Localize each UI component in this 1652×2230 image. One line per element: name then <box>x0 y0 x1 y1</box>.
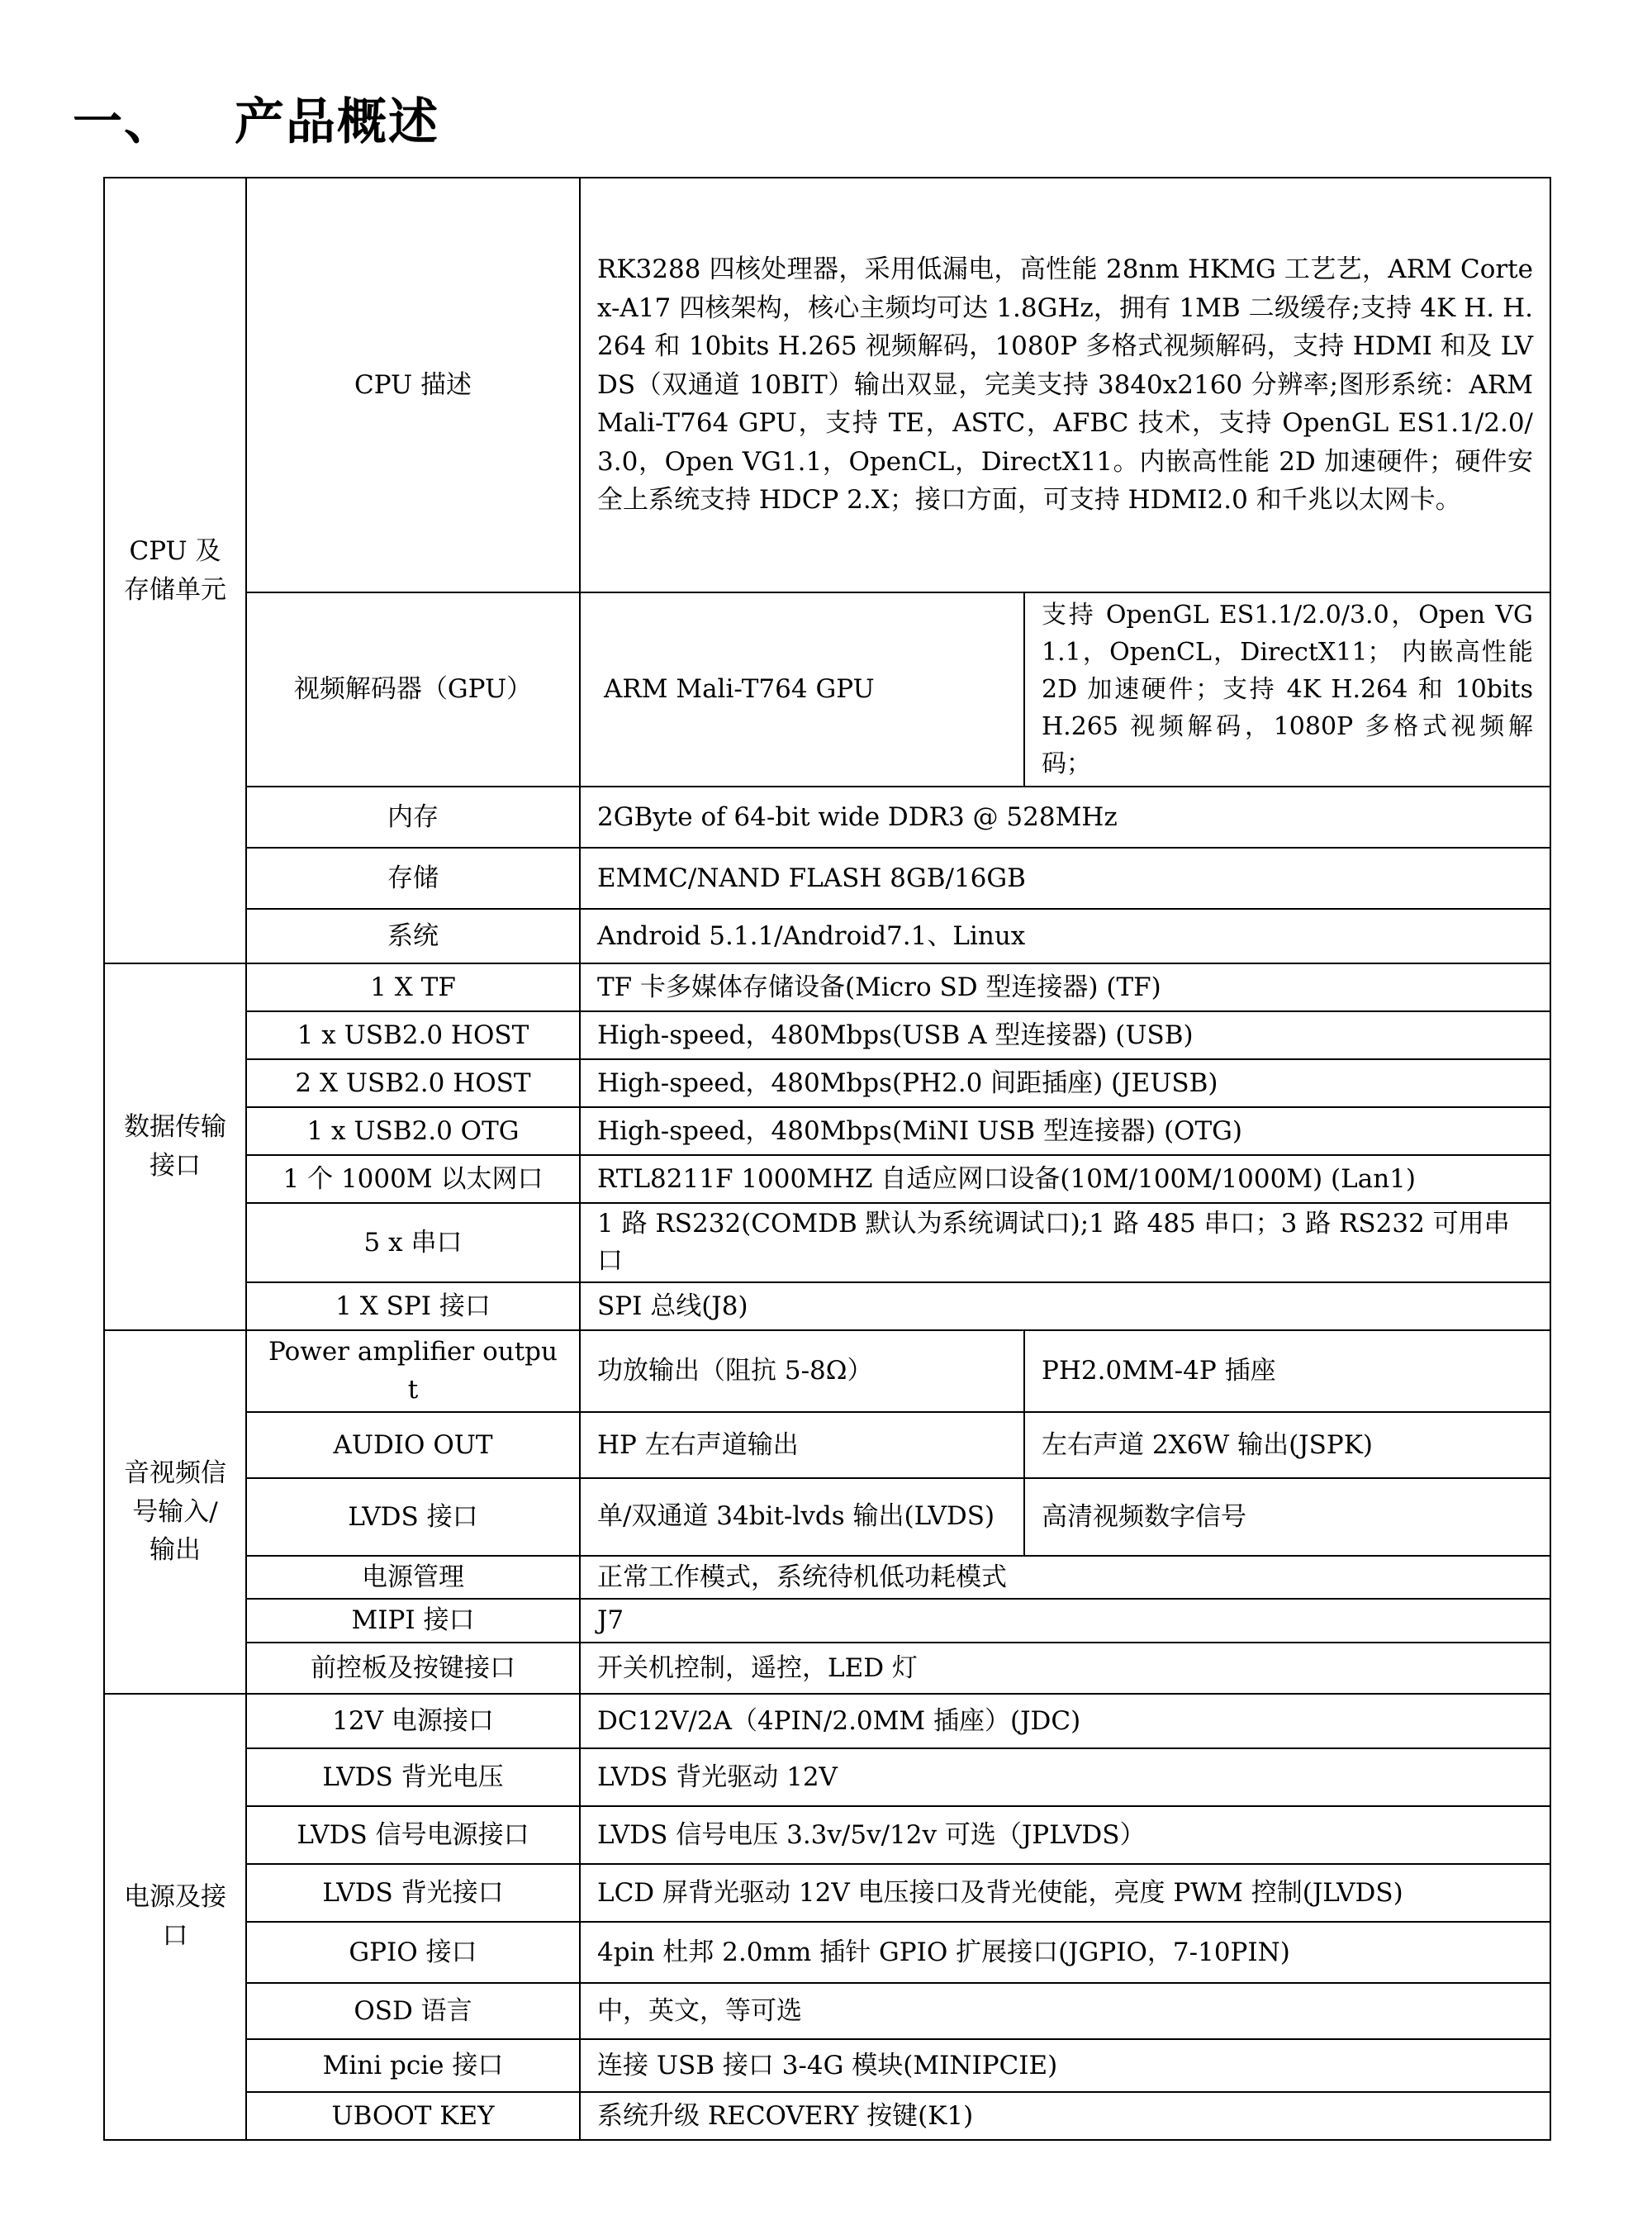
power-amplifier-connector: PH2.0MM-4P 插座 <box>1024 1330 1550 1412</box>
cpu-description-value: RK3288 四核处理器，采用低漏电，高性能 28nm HKMG 工艺艺，ARM Cortex-A17 四核架构，核心主频均可达 1.8GHz，拥有 1MB 二级缓存;支持 4K H. H.264 和 10bits H.265 视频解码，1080P 多格式视频解码，支持 HDMI 和及 LVDS（双通道 10BIT）输出双显，完美支持 3840x2160 分辨率;图形系统：ARM Mali-T764 GPU，支持 TE，ASTC，AFBC 技术，支持 OpenGL ES1.1/2.0/3.0，Open VG1.1，OpenCL，DirectX11。内嵌高性能 2D 加速硬件；硬件安全上系统支持 HDCP 2.X；接口方面，可支持 HDMI2.0 和千兆以太网卡。 <box>580 178 1550 592</box>
table-row <box>104 1806 1550 1864</box>
item-gpu: 视频解码器（GPU） <box>246 592 580 787</box>
item-lvds-backlight-voltage: LVDS 背光电压 <box>246 1748 580 1806</box>
usb-otg-value: High-speed，480Mbps(MiNI USB 型连接器) (OTG) <box>580 1107 1550 1155</box>
item-ethernet: 1 个 1000M 以太网口 <box>246 1155 580 1203</box>
item-lvds: LVDS 接口 <box>246 1478 580 1556</box>
mipi-value: J7 <box>580 1599 1550 1643</box>
item-front-panel: 前控板及按键接口 <box>246 1643 580 1694</box>
group-label-power-interface: 电源及接口 <box>104 1694 246 2140</box>
item-serial: 5 x 串口 <box>246 1203 580 1282</box>
lvds-signal-power-value: LVDS 信号电压 3.3v/5v/12v 可选（JPLVDS） <box>580 1806 1550 1864</box>
uboot-key-value: 系统升级 RECOVERY 按键(K1) <box>580 2092 1550 2140</box>
table-row <box>104 1107 1550 1155</box>
audio-out-value: HP 左右声道输出 <box>580 1412 1024 1478</box>
table-row <box>104 1203 1550 1282</box>
lvds-value: 单/双通道 34bit-lvds 输出(LVDS) <box>580 1478 1024 1556</box>
table-row <box>104 848 1550 909</box>
table-row <box>104 1643 1550 1694</box>
table-row <box>104 1059 1550 1107</box>
item-lvds-signal-power: LVDS 信号电源接口 <box>246 1806 580 1864</box>
table-row <box>104 1412 1550 1478</box>
osd-language-value: 中，英文，等可选 <box>580 1983 1550 2039</box>
item-memory: 内存 <box>246 787 580 848</box>
usb-host-2-value: High-speed，480Mbps(PH2.0 间距插座) (JEUSB) <box>580 1059 1550 1107</box>
product-spec-table <box>103 177 1551 2141</box>
table-row <box>104 1864 1550 1922</box>
table-row <box>104 1155 1550 1203</box>
system-value: Android 5.1.1/Android7.1、Linux <box>580 909 1550 963</box>
table-row <box>104 1556 1550 1600</box>
heading-number: 一、 <box>73 93 175 151</box>
item-audio-out: AUDIO OUT <box>246 1412 580 1478</box>
tf-value: TF 卡多媒体存储设备(Micro SD 型连接器) (TF) <box>580 963 1550 1011</box>
memory-value: 2GByte of 64-bit wide DDR3 @ 528MHz <box>580 787 1550 848</box>
lvds-backlight-interface-value: LCD 屏背光驱动 12V 电压接口及背光使能，亮度 PWM 控制(JLVDS) <box>580 1864 1550 1922</box>
table-row <box>104 1983 1550 2039</box>
item-power-amplifier: Power amplifier output <box>246 1330 580 1412</box>
item-tf: 1 X TF <box>246 963 580 1011</box>
group-label-data-interface: 数据传输接口 <box>104 963 246 1330</box>
gpio-value: 4pin 杜邦 2.0mm 插针 GPIO 扩展接口(JGPIO，7-10PIN) <box>580 1922 1550 1983</box>
item-cpu-description: CPU 描述 <box>246 178 580 592</box>
power-amplifier-value: 功放输出（阻抗 5-8Ω） <box>580 1330 1024 1412</box>
item-system: 系统 <box>246 909 580 963</box>
spi-value: SPI 总线(J8) <box>580 1282 1550 1330</box>
table-row <box>104 1599 1550 1643</box>
power-management-value: 正常工作模式，系统待机低功耗模式 <box>580 1556 1550 1600</box>
item-storage: 存储 <box>246 848 580 909</box>
item-mini-pcie: Mini pcie 接口 <box>246 2039 580 2092</box>
group-label-av-io: 音视频信号输入/输出 <box>104 1330 246 1694</box>
mini-pcie-value: 连接 USB 接口 3-4G 模块(MINIPCIE) <box>580 2039 1550 2092</box>
12v-power-value: DC12V/2A（4PIN/2.0MM 插座）(JDC) <box>580 1694 1550 1748</box>
item-usb-host-1: 1 x USB2.0 HOST <box>246 1011 580 1059</box>
serial-value: 1 路 RS232(COMDB 默认为系统调试口);1 路 485 串口；3 路 RS232 可用串口 <box>580 1203 1550 1282</box>
table-row <box>104 1011 1550 1059</box>
item-mipi: MIPI 接口 <box>246 1599 580 1643</box>
table-row <box>104 963 1550 1011</box>
ethernet-value: RTL8211F 1000MHZ 自适应网口设备(10M/100M/1000M) (Lan1) <box>580 1155 1550 1203</box>
table-row <box>104 1922 1550 1983</box>
gpu-feature-value: 支持 OpenGL ES1.1/2.0/3.0，Open VG1.1，OpenCL，DirectX11； 内嵌高性能 2D 加速硬件；支持 4K H.264 和 10bits H.265 视频解码，1080P 多格式视频解码； <box>1024 592 1550 787</box>
item-osd-language: OSD 语言 <box>246 1983 580 2039</box>
table-row <box>104 2092 1550 2140</box>
storage-value: EMMC/NAND FLASH 8GB/16GB <box>580 848 1550 909</box>
table-row <box>104 909 1550 963</box>
usb-host-1-value: High-speed，480Mbps(USB A 型连接器) (USB) <box>580 1011 1550 1059</box>
group-label-cpu-storage: CPU 及存储单元 <box>104 178 246 963</box>
lvds-signal: 高清视频数字信号 <box>1024 1478 1550 1556</box>
lvds-backlight-voltage-value: LVDS 背光驱动 12V <box>580 1748 1550 1806</box>
front-panel-value: 开关机控制，遥控，LED 灯 <box>580 1643 1550 1694</box>
audio-out-speaker: 左右声道 2X6W 输出(JSPK) <box>1024 1412 1550 1478</box>
gpu-model-value: ARM Mali-T764 GPU <box>580 592 1024 787</box>
table-row <box>104 1748 1550 1806</box>
heading-title: 产品概述 <box>235 93 439 151</box>
item-usb-host-2: 2 X USB2.0 HOST <box>246 1059 580 1107</box>
item-12v-power: 12V 电源接口 <box>246 1694 580 1748</box>
table-row <box>104 2039 1550 2092</box>
table-row <box>104 787 1550 848</box>
item-spi: 1 X SPI 接口 <box>246 1282 580 1330</box>
table-row <box>104 1478 1550 1556</box>
item-lvds-backlight-interface: LVDS 背光接口 <box>246 1864 580 1922</box>
item-uboot-key: UBOOT KEY <box>246 2092 580 2140</box>
page-heading <box>73 83 439 154</box>
table-row <box>104 592 1550 787</box>
item-power-management: 电源管理 <box>246 1556 580 1600</box>
table-row <box>104 1694 1550 1748</box>
table-row <box>104 178 1550 592</box>
table-row <box>104 1282 1550 1330</box>
item-usb-otg: 1 x USB2.0 OTG <box>246 1107 580 1155</box>
item-gpio: GPIO 接口 <box>246 1922 580 1983</box>
table-row <box>104 1330 1550 1412</box>
